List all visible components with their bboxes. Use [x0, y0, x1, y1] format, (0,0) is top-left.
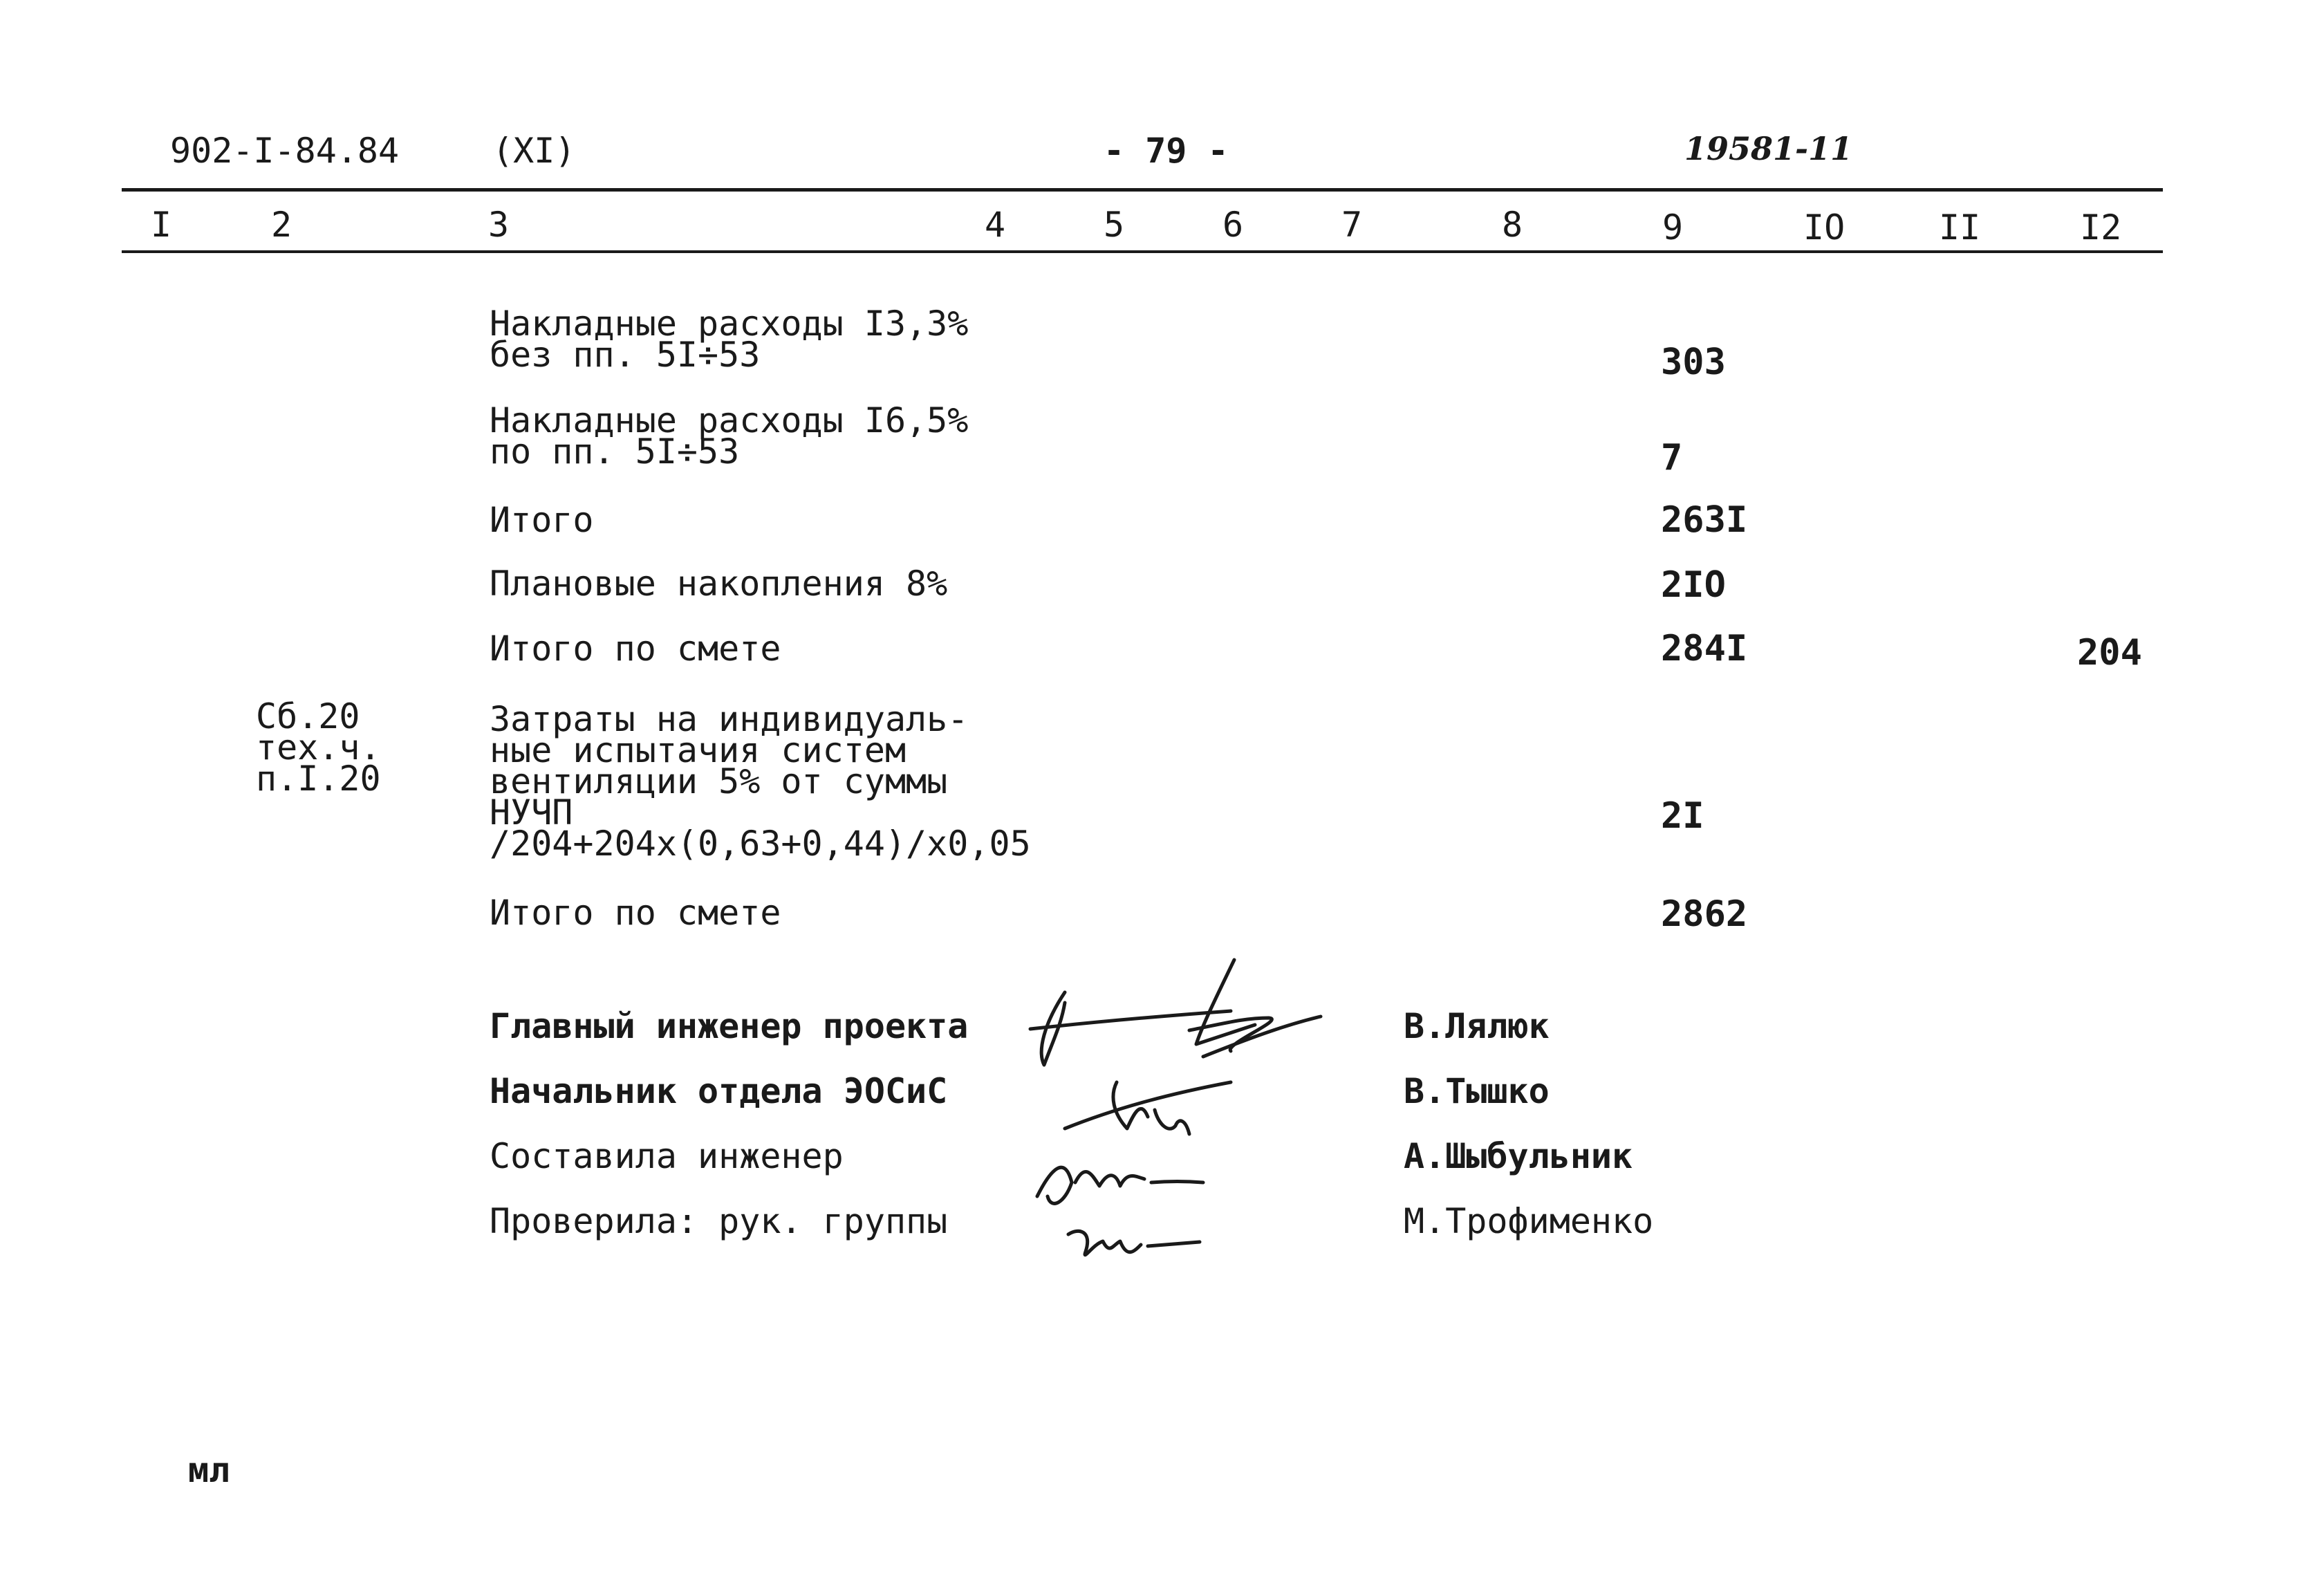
row-value-col9: 2IO: [1661, 564, 1726, 606]
col-header-8: 8: [1502, 205, 1523, 245]
row-value-col9: 284I: [1661, 628, 1748, 669]
header-rule: [122, 250, 2163, 253]
signature-role: Проверила: рук. группы: [490, 1201, 948, 1241]
row-value-col9: 263I: [1661, 499, 1748, 541]
doc-code: 902-I-84.84: [170, 131, 400, 171]
row-description: Накладные расходы I3,3% без пп. 5I÷53: [490, 304, 969, 375]
row-description: Итого по смете: [490, 629, 781, 669]
signatory-name: А.Шыбульник: [1404, 1136, 1633, 1176]
col-header-1: I: [151, 205, 172, 245]
row-value-col12: 204: [2077, 632, 2142, 674]
signature-role: Главный инженер проекта: [490, 1006, 969, 1046]
signatory-name: В.Лялюк: [1404, 1006, 1550, 1046]
sheet-reference: 19581-11: [1684, 130, 1853, 167]
row-value-col9: 2I: [1661, 795, 1704, 837]
handwritten-signatures: [996, 947, 1341, 1272]
row-value-col9: 7: [1661, 437, 1683, 479]
signature-role: Начальник отдела ЭОСиС: [490, 1071, 948, 1111]
col-header-2: 2: [271, 205, 292, 245]
signatory-name: М.Трофименко: [1404, 1201, 1654, 1241]
col-header-10: IO: [1803, 207, 1845, 248]
col-header-5: 5: [1104, 205, 1125, 245]
row-description: Плановые накопления 8%: [490, 564, 948, 604]
signature-role: Составила инженер: [490, 1136, 844, 1176]
row-value-col9: 2862: [1661, 893, 1748, 935]
top-rule: [122, 188, 2163, 192]
row-value-col9: 303: [1661, 342, 1726, 383]
row-description: Итого по смете: [490, 893, 781, 933]
col-header-12: I2: [2080, 207, 2122, 248]
row-description: Накладные расходы I6,5% по пп. 5I÷53: [490, 400, 969, 472]
page-number: - 79 -: [1104, 131, 1229, 171]
row-description: Затраты на индивидуаль- ные испытачия систем вентиляции 5% от суммы НУЧП /204+204x(0,63+0,44)/x0,05: [490, 699, 1031, 864]
row-description: Итого: [490, 500, 594, 540]
col-header-7: 7: [1341, 205, 1363, 245]
signatory-name: В.Тышко: [1404, 1071, 1550, 1111]
col-header-4: 4: [985, 205, 1006, 245]
col-header-9: 9: [1662, 207, 1684, 248]
row-reference: Сб.20 тех.ч. п.I.20: [256, 696, 381, 799]
col-header-11: II: [1939, 207, 1981, 248]
col-header-6: 6: [1222, 205, 1244, 245]
col-header-3: 3: [488, 205, 510, 245]
footer-mark: мл: [188, 1450, 230, 1490]
section-number: (XI): [492, 131, 576, 171]
